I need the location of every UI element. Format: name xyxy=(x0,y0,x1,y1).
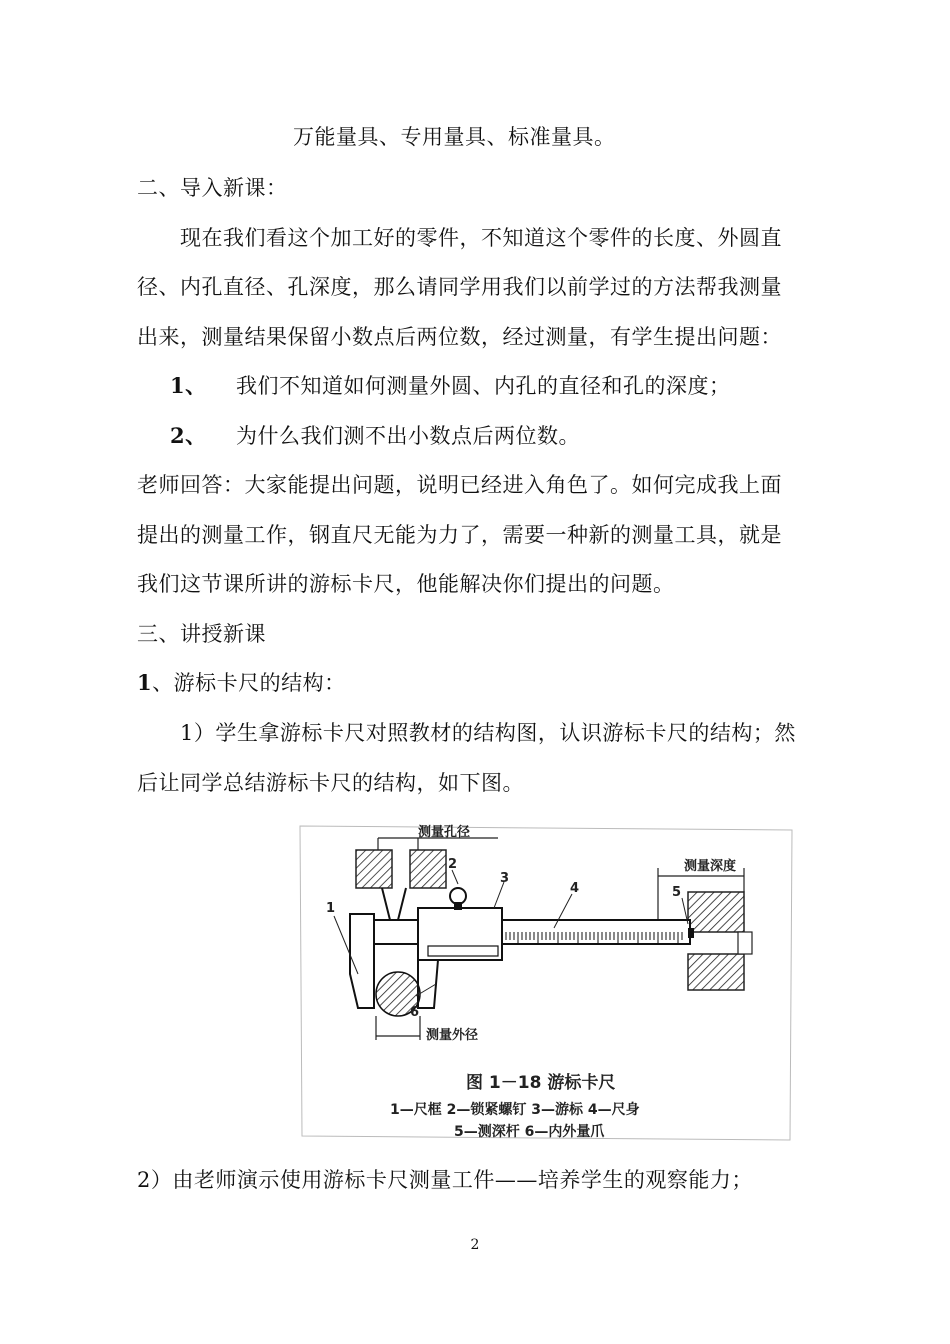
text-line-3: 现在我们看这个加工好的零件，不知道这个零件的长度、外圆直 xyxy=(180,226,782,250)
text-line-13: 1）学生拿游标卡尺对照教材的结构图，认识游标卡尺的结构；然 xyxy=(180,721,796,745)
part-number-2: 2 xyxy=(448,857,458,872)
part-number-1: 1 xyxy=(326,901,336,916)
label-measure-depth: 测量深度 xyxy=(684,859,737,874)
vernier-caliper-figure xyxy=(298,824,794,1142)
subsection-number: 1 xyxy=(137,670,153,695)
main-beam xyxy=(350,920,694,944)
question-text-2: 为什么我们测不出小数点后两位数。 xyxy=(236,424,580,448)
text-line-4: 径、内孔直径、孔深度，那么请同学用我们以前学过的方法帮我测量 xyxy=(137,275,782,299)
text-line-1: 万能量具、专用量具、标准量具。 xyxy=(293,125,616,149)
subsection-title: 、游标卡尺的结构： xyxy=(152,671,346,695)
text-line-15: 2）由老师演示使用游标卡尺测量工件——培养学生的观察能力； xyxy=(137,1168,753,1192)
text-line-10: 我们这节课所讲的游标卡尺，他能解决你们提出的问题。 xyxy=(137,572,675,596)
part-number-3: 3 xyxy=(500,871,510,886)
question-number-2: 2、 xyxy=(170,423,207,448)
text-line-5: 出来，测量结果保留小数点后两位数，经过测量，有学生提出问题： xyxy=(137,325,782,349)
caliper-diagram xyxy=(298,824,794,1142)
part-number-6: 6 xyxy=(410,1005,420,1020)
text-line-9: 提出的测量工作，钢直尺无能为力了，需要一种新的测量工具，就是 xyxy=(137,523,782,547)
text-line-14: 后让同学总结游标卡尺的结构，如下图。 xyxy=(137,771,524,795)
subsection-heading-structure xyxy=(137,668,346,698)
question-text-1: 我们不知道如何测量外圆、内孔的直径和孔的深度； xyxy=(236,374,731,398)
section-heading-lesson: 三、讲授新课 xyxy=(137,622,266,646)
figure-legend-line-2: 5—测深杆 6—内外量爪 xyxy=(454,1124,605,1140)
page-number: 2 xyxy=(470,1237,480,1253)
figure-caption-title: 图 1－18 游标卡尺 xyxy=(466,1073,616,1093)
section-heading-intro: 二、导入新课： xyxy=(137,176,288,200)
text-line-8: 老师回答：大家能提出问题，说明已经进入角色了。如何完成我上面 xyxy=(137,473,782,497)
figure-legend-line-1: 1—尺框 2—锁紧螺钉 3—游标 4—尺身 xyxy=(390,1102,640,1118)
question-number-1: 1、 xyxy=(170,373,207,398)
part-number-5: 5 xyxy=(672,885,682,900)
part-number-4: 4 xyxy=(570,881,580,896)
label-measure-outer: 测量外径 xyxy=(426,1028,479,1043)
label-measure-hole: 测量孔径 xyxy=(418,825,471,840)
